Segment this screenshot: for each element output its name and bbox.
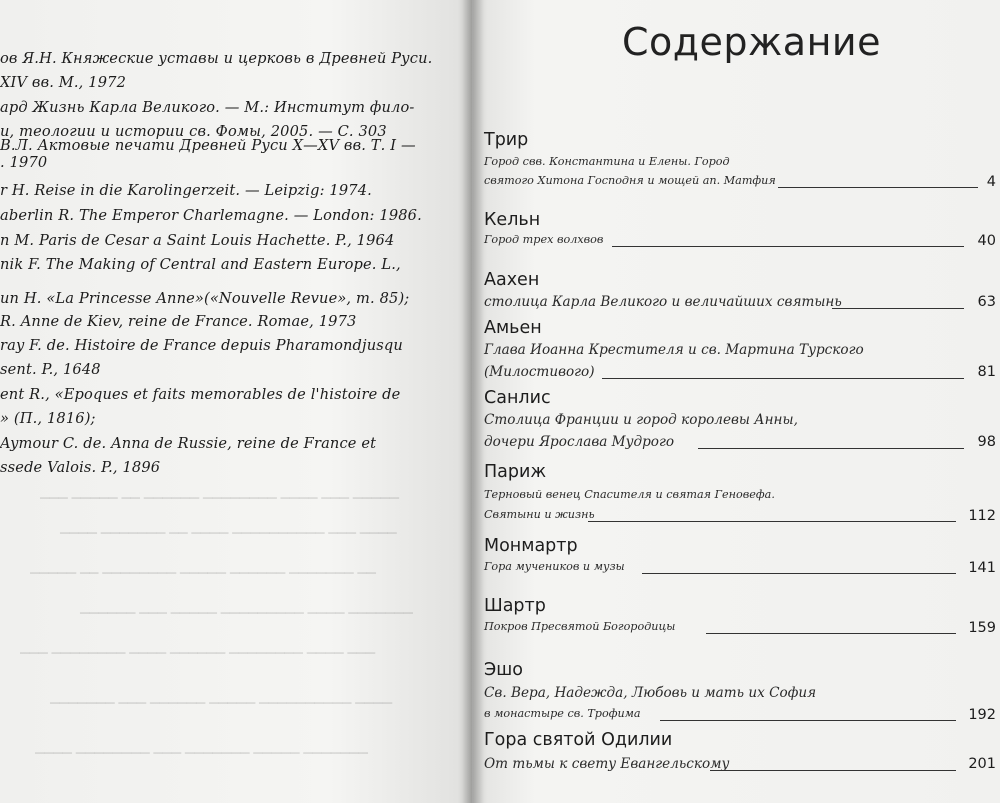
toc-subtitle: Терновый венец Спасителя и святая Геновефа. [484, 488, 775, 501]
toc-leader [612, 246, 964, 247]
bibliography-entry: Aymour C. de. Anna de Russie, reine de France et [0, 435, 377, 452]
toc-leader [588, 521, 956, 522]
bibliography-entry: aberlin R. The Emperor Charlemagne. — London: 1986. [0, 207, 422, 224]
toc-leader [660, 720, 956, 721]
bibliography-entry: un H. «La Princesse Anne»(«Nouvelle Revue», m. 85); [0, 290, 410, 307]
page-title: Содержание [622, 20, 881, 64]
toc-city: Аахен [484, 270, 540, 290]
show-through-text: ▁▁▁ ▁▁▁▁▁ ▁▁ ▁▁▁▁▁▁ ▁▁▁▁▁▁▁▁ ▁▁▁▁ ▁▁▁ ▁▁▁▁▁ [40, 485, 399, 499]
toc-subtitle: святого Хитона Господня и мощей ап. Матфия [484, 174, 776, 187]
bibliography-entry: ssede Valois. P., 1896 [0, 459, 161, 476]
toc-leader [642, 573, 956, 574]
toc-leader [832, 308, 964, 309]
toc-city: Трир [484, 130, 529, 150]
toc-subtitle: Покров Пресвятой Богородицы [484, 620, 676, 633]
bibliography-entry: ард Жизнь Карла Великого. — М.: Институт фило- [0, 99, 415, 116]
show-through-text: ▁▁▁▁ ▁▁▁▁▁▁▁▁ ▁▁▁ ▁▁▁▁▁▁▁ ▁▁▁▁▁ ▁▁▁▁▁▁▁ [35, 740, 368, 754]
toc-city: Кельн [484, 210, 541, 230]
bibliography-entry: ent R., «Epoques et faits memorables de l'histoire de [0, 386, 401, 403]
toc-subtitle: Св. Вера, Надежда, Любовь и мать их София [484, 685, 817, 701]
toc-city: Гора святой Одилии [484, 730, 673, 750]
toc-page-number: 159 [968, 620, 996, 636]
toc-city: Париж [484, 462, 547, 482]
bibliography-entry: В.Л. Актовые печати Древней Руси X—XV вв. Т. I — [0, 137, 416, 154]
toc-subtitle: в монастыре св. Трофима [484, 707, 641, 720]
bibliography-entry: . 1970 [0, 154, 48, 171]
toc-leader [778, 187, 978, 188]
toc-subtitle: Столица Франции и город королевы Анны, [484, 412, 798, 428]
bibliography-entry: sent. P., 1648 [0, 361, 101, 378]
right-page [472, 0, 1000, 803]
show-through-text: ▁▁▁ ▁▁▁▁▁▁▁▁ ▁▁▁▁ ▁▁▁▁▁▁ ▁▁▁▁▁▁▁▁ ▁▁▁▁ ▁▁▁ [20, 640, 376, 654]
toc-city: Монмартр [484, 536, 578, 556]
bibliography-entry: R. Anne de Kiev, reine de France. Romae, 1973 [0, 313, 357, 330]
bibliography-entry: nik F. The Making of Central and Eastern Europe. L., [0, 256, 401, 273]
show-through-text: ▁▁▁▁▁▁▁ ▁▁▁ ▁▁▁▁▁▁ ▁▁▁▁▁ ▁▁▁▁▁▁▁▁▁▁ ▁▁▁▁ [50, 690, 393, 704]
toc-page-number: 4 [986, 174, 996, 190]
toc-page-number: 81 [977, 364, 996, 380]
show-through-text: ▁▁▁▁▁▁ ▁▁▁ ▁▁▁▁▁ ▁▁▁▁▁▁▁▁▁ ▁▁▁▁ ▁▁▁▁▁▁▁ [80, 600, 413, 614]
toc-subtitle: От тьмы к свету Евангельскому [484, 756, 730, 772]
toc-page-number: 141 [968, 560, 996, 576]
toc-page-number: 40 [977, 233, 996, 249]
toc-subtitle: Город трех волхвов [484, 233, 604, 246]
toc-page-number: 63 [977, 294, 996, 310]
show-through-text: ▁▁▁▁▁ ▁▁ ▁▁▁▁▁▁▁▁ ▁▁▁▁▁ ▁▁▁▁▁▁ ▁▁▁▁▁▁▁ ▁▁ [30, 560, 376, 574]
bibliography-entry: ов Я.Н. Княжеские уставы и церковь в Древней Руси. [0, 50, 433, 67]
bibliography-entry: r H. Reise in die Karolingerzeit. — Leipzig: 1974. [0, 182, 372, 199]
left-page [0, 0, 472, 803]
toc-city: Шартр [484, 596, 546, 616]
toc-subtitle: Город свв. Константина и Елены. Город [484, 155, 730, 168]
bibliography-entry: и, теологии и истории св. Фомы, 2005. — С. 303 [0, 123, 387, 140]
toc-page-number: 192 [968, 707, 996, 723]
toc-subtitle: Глава Иоанна Крестителя и св. Мартина Турского [484, 342, 864, 358]
toc-page-number: 98 [977, 434, 996, 450]
toc-leader [698, 448, 964, 449]
toc-city: Амьен [484, 318, 542, 338]
toc-leader [710, 770, 956, 771]
toc-city: Эшо [484, 660, 523, 680]
book-gutter [462, 0, 484, 803]
toc-subtitle: Святыни и жизнь [484, 508, 595, 521]
bibliography-entry: n M. Paris de Cesar a Saint Louis Hachette. P., 1964 [0, 232, 395, 249]
toc-subtitle: (Милостивого) [484, 364, 595, 380]
toc-leader [602, 378, 964, 379]
toc-subtitle: дочери Ярослава Мудрого [484, 434, 675, 450]
toc-subtitle: Гора мучеников и музы [484, 560, 625, 573]
bibliography-entry: XIV вв. М., 1972 [0, 74, 126, 91]
show-through-text: ▁▁▁▁ ▁▁▁▁▁▁▁ ▁▁ ▁▁▁▁ ▁▁▁▁▁▁▁▁▁▁ ▁▁▁ ▁▁▁▁ [60, 520, 397, 534]
bibliography-entry: ray F. de. Histoire de France depuis Pharamondjusqu [0, 337, 403, 354]
toc-leader [706, 633, 956, 634]
bibliography-entry: » (П., 1816); [0, 410, 96, 427]
toc-page-number: 201 [968, 756, 996, 772]
toc-city: Санлис [484, 388, 551, 408]
toc-subtitle: столица Карла Великого и величайших святынь [484, 294, 842, 310]
toc-page-number: 112 [968, 508, 996, 524]
